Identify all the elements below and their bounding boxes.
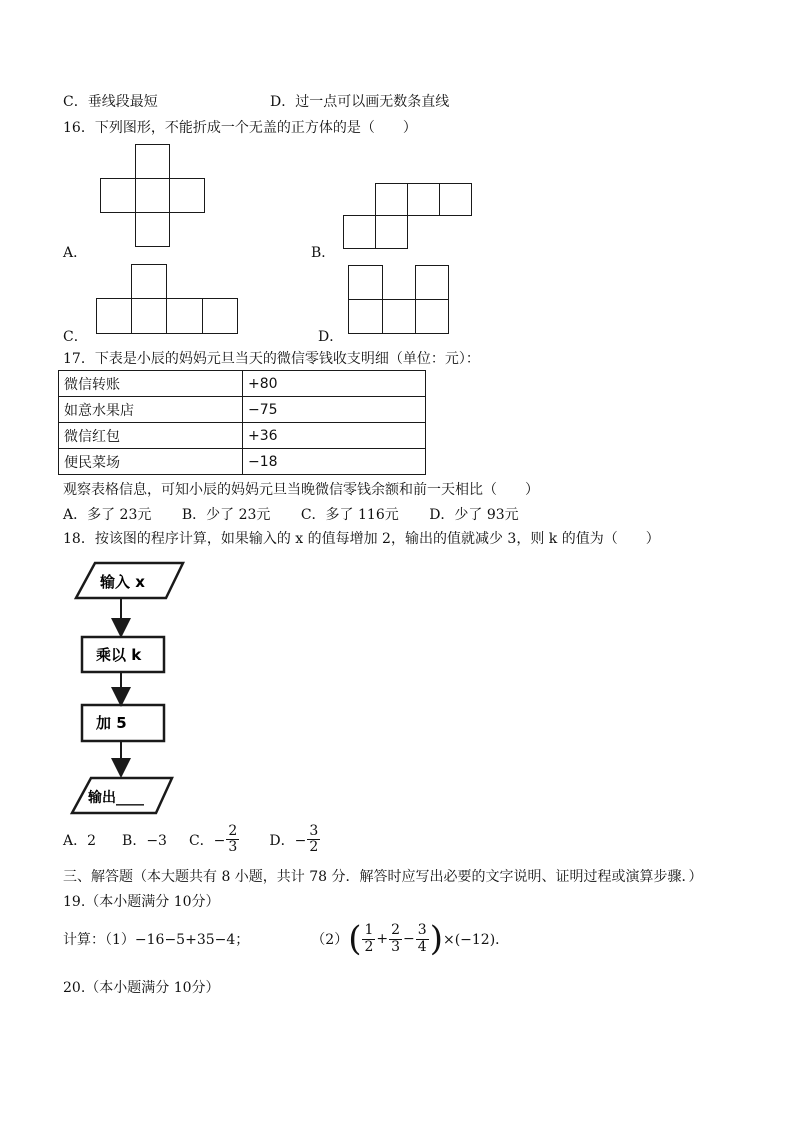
ledger-item: 便民菜场 xyxy=(59,449,243,475)
multiply-label: 乘以 k xyxy=(96,646,142,664)
q18-option-c-fraction xyxy=(226,824,239,856)
q20-title: 20.（本小题满分 10分） xyxy=(63,980,220,996)
right-paren: ) xyxy=(429,919,443,959)
left-paren: ( xyxy=(348,919,362,959)
ledger-amount: +36 xyxy=(243,423,426,449)
q18-stem: 18．按该图的程序计算，如果输入的 x 的值每增加 2，输出的值就减少 3，则 k 的值为（ ） xyxy=(63,531,660,547)
q17-option-b: B．少了 23元 xyxy=(181,507,271,523)
fraction xyxy=(389,923,402,955)
fraction-denominator: 2 xyxy=(309,839,319,856)
ledger-amount: +80 xyxy=(243,371,426,397)
fraction-numerator: 3 xyxy=(417,922,427,939)
q18-option-b: B．−3 xyxy=(122,832,167,849)
fraction-numerator: 3 xyxy=(309,823,319,839)
section3-heading: 三、解答题（本大题共有 8 小题，共计 78 分．解答时应写出必要的文字说明、证明过程或演算步骤．） xyxy=(63,869,703,885)
ledger-item: 如意水果店 xyxy=(59,397,243,423)
fraction-numerator: 2 xyxy=(228,823,238,839)
q17-option-c: C．多了 116元 xyxy=(300,507,399,523)
q18-option-c-prefix: C．− xyxy=(188,832,226,849)
q16-label-b: B． xyxy=(311,245,336,261)
q18-option-d-fraction xyxy=(307,824,320,856)
q19-calc: 计算：（1）−16−5+35−4； （2） ( $\frac{1}{2}$ + $\frac{2}{3}$ − $\frac{3}{4}$ ) ×(−12)． xyxy=(63,919,510,959)
add-label: 加 5 xyxy=(96,714,127,732)
q16-stem: 16．下列图形，不能折成一个无盖的正方体的是（ ） xyxy=(63,120,417,136)
q15-option-c: C．垂线段最短 xyxy=(63,94,158,110)
q18-option-d-prefix: D．− xyxy=(269,832,307,849)
fraction-denominator: 3 xyxy=(228,839,238,856)
fraction-denominator: 2 xyxy=(364,938,374,955)
ledger-amount: −75 xyxy=(243,397,426,423)
q15-option-d: D．过一点可以画无数条直线 xyxy=(270,94,450,110)
fraction xyxy=(362,923,375,955)
fraction-numerator: 1 xyxy=(364,922,374,939)
fraction-denominator: 3 xyxy=(391,938,401,955)
fraction-denominator: 4 xyxy=(417,938,427,955)
q18-options xyxy=(63,824,321,856)
input-label: 输入 x xyxy=(100,573,145,591)
q16-label-c: C． xyxy=(63,329,88,345)
output-label: 输出____ xyxy=(88,790,144,806)
q16-label-d: D． xyxy=(318,329,344,345)
fraction xyxy=(416,923,429,955)
q19-tail: ×(−12)． xyxy=(442,932,510,948)
ledger-item: 微信转账 xyxy=(59,371,243,397)
q17-option-a: A．多了 23元 xyxy=(63,507,152,523)
q19-title: 19.（本小题满分 10分） xyxy=(63,894,220,910)
q17-option-d: D．少了 93元 xyxy=(429,507,519,523)
q18-option-a: A．2 xyxy=(63,832,97,849)
ledger-amount: −18 xyxy=(243,449,426,475)
q17-question: 观察表格信息，可知小辰的妈妈元旦当晚微信零钱余额和前一天相比（ ） xyxy=(63,482,539,498)
q19-part1: 计算：（1）−16−5+35−4； xyxy=(63,932,250,948)
q16-label-a: A． xyxy=(63,245,88,261)
q19-part2-label: （2） xyxy=(311,932,349,948)
ledger-item: 微信红包 xyxy=(59,423,243,449)
q17-stem: 17．下表是小辰的妈妈元旦当天的微信零钱收支明细（单位：元）： xyxy=(63,351,480,367)
fraction-numerator: 2 xyxy=(391,922,401,939)
